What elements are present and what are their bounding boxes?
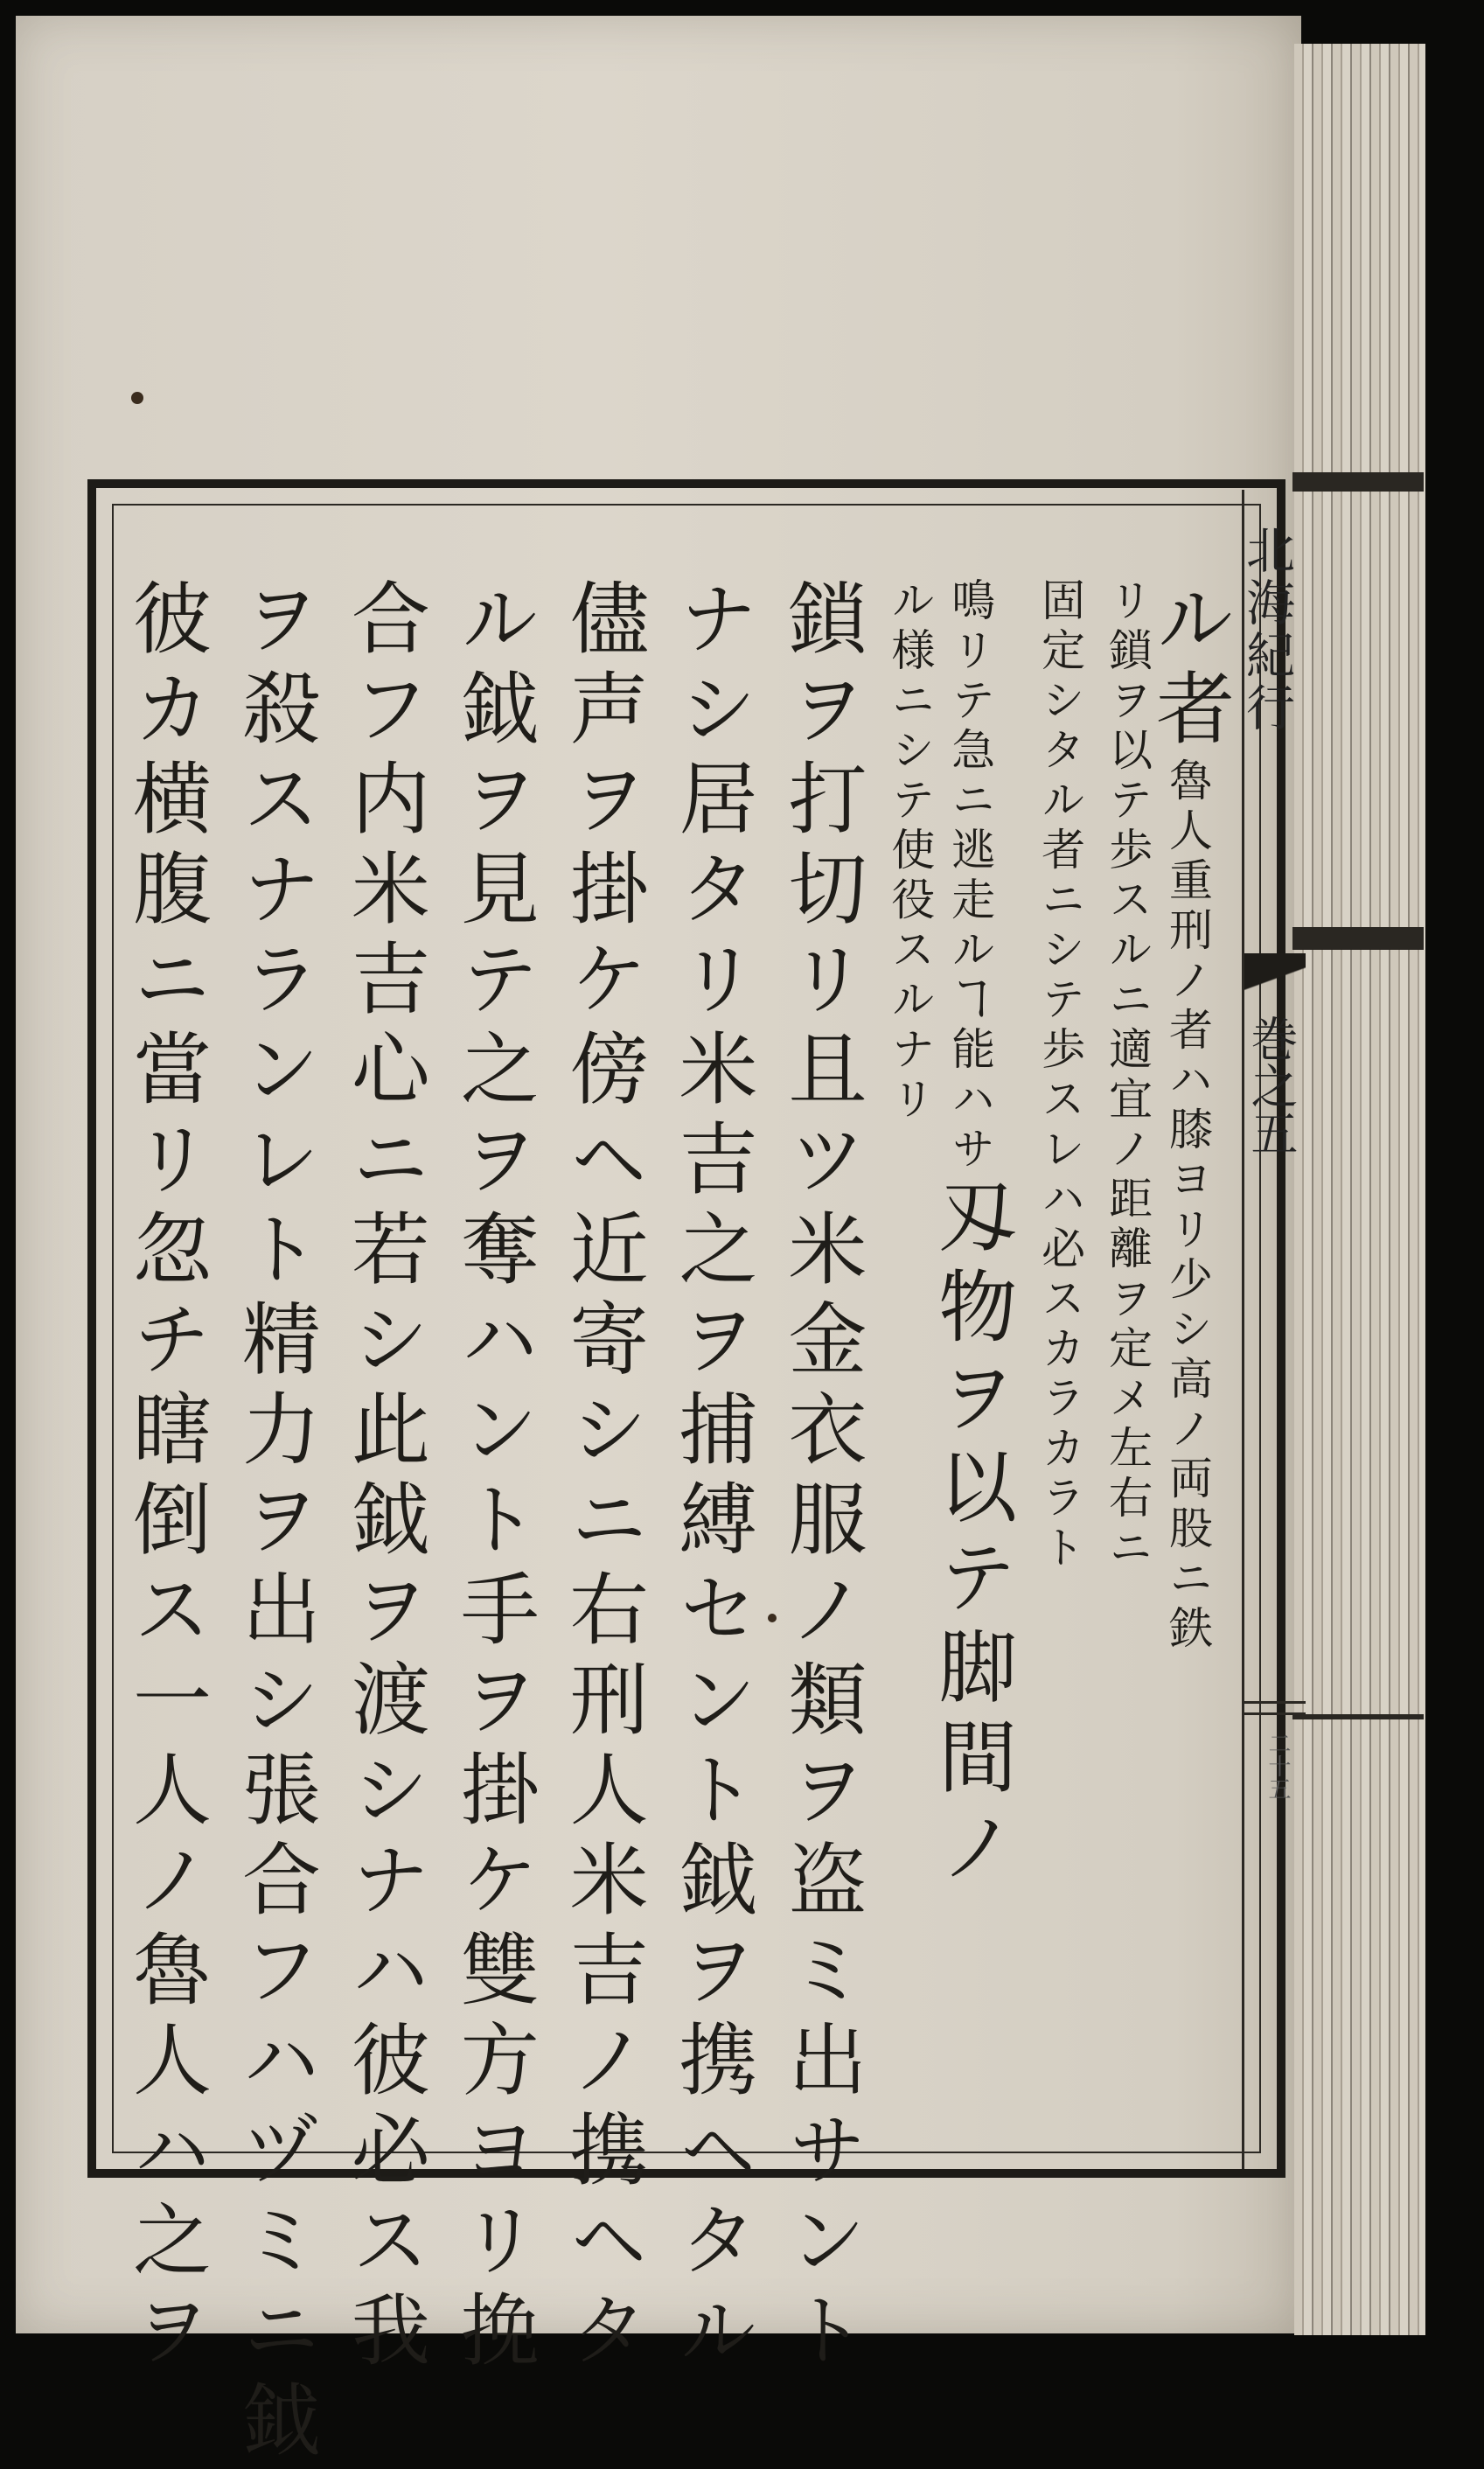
text-column-small (924, 577, 1017, 2152)
volume-label: 巻之五 (1244, 1015, 1299, 1156)
column-annotation: 魯人重刑ノ者ハ膝ヨリ少シ高ノ両股ニ鉄 (1161, 757, 1213, 1655)
text-column: ル鉞ヲ見テ之ヲ奪ハント手ヲ掛ケ雙方ヨリ挽 (446, 577, 539, 2379)
text-column: 合フ内米吉心ニ若シ此鉞ヲ渡シナハ彼必ス我 (337, 577, 429, 2379)
edge-tab-mark (1292, 927, 1424, 950)
edge-tab-mark (1292, 472, 1424, 492)
text-column: ヲ殺スナランレト精力ヲ出シ張合フハヅミニ鉞 (227, 577, 320, 2469)
column-annotation: 鳴リテ急ニ逃走ルヿ能ハサ (944, 577, 996, 1175)
text-column-small: ル様ニシテ使役スルナリ (884, 577, 936, 1126)
text-block (119, 577, 1234, 2469)
text-column: ナシ居タリ米吉之ヲ捕縛セント鉞ヲ携ヘタル (665, 577, 757, 2379)
edge-tab-mark (1292, 1714, 1424, 1719)
margin-rule (1244, 1701, 1306, 1704)
text-column-small: リ鎖ヲ以テ歩スルニ適宜ノ距離ヲ定メ左右ニ (1102, 577, 1153, 1574)
text-column (1141, 577, 1234, 2152)
margin-rule (1244, 1712, 1306, 1715)
column-lead: ル者 (1141, 577, 1234, 757)
column-main: 刄物ヲ以テ脚間ノ (924, 1175, 1017, 1896)
ink-spot (131, 392, 143, 404)
text-column: 鎖ヲ打切リ且ツ米金衣服ノ類ヲ盗ミ出サント (774, 577, 867, 2379)
folio-number: 二十五 (1265, 1732, 1291, 1800)
text-column: 儘声ヲ掛ケ傍ヘ近寄シニ右刑人米吉ノ携ヘタ (555, 577, 648, 2379)
hanshin-margin (1238, 490, 1306, 2169)
fishtail-mark (1244, 953, 1306, 1006)
text-column: 彼カ横腹ニ當リ忽チ瞎倒ス一人ノ魯人ハ之ヲ (119, 577, 211, 2379)
book-title: 北海紀行 (1238, 525, 1295, 735)
page-edges (1294, 44, 1425, 2335)
text-column-small: 固定シタル者ニシテ歩スレハ必スカラカラト (1035, 577, 1086, 1574)
